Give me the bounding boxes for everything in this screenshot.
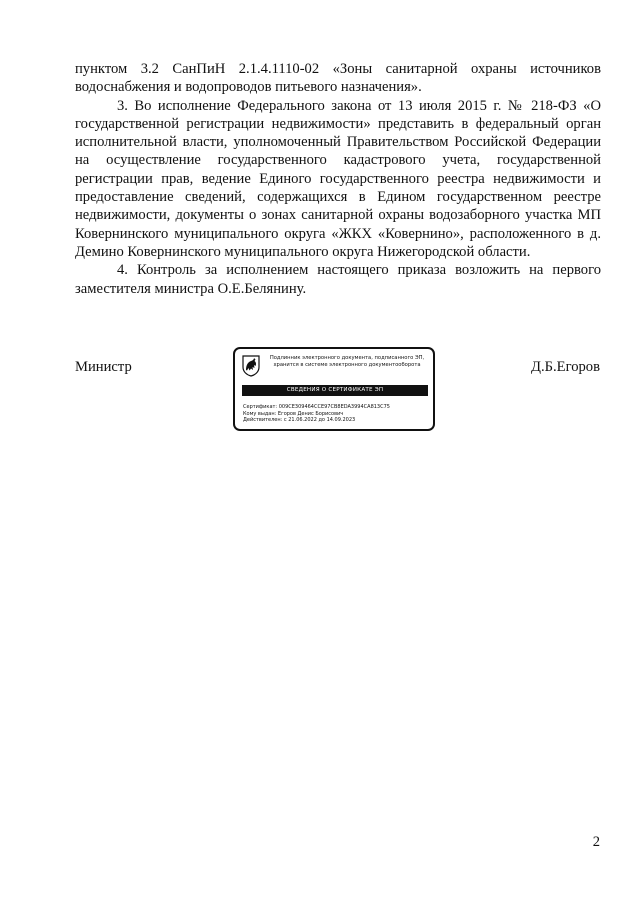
certificate-row	[243, 404, 431, 411]
document-body	[75, 60, 601, 298]
certificate-label: Сертификат:	[243, 404, 278, 410]
stamp-notice-line: Подлинник электронного документа, подписанного ЭП,	[269, 355, 425, 361]
page-number: 2	[592, 834, 600, 850]
paragraph-item-4: 4. Контроль за исполнением настоящего приказа возложить на первого заместителя министра О.Е.Белянину.	[75, 262, 601, 297]
stamp-notice	[264, 355, 430, 368]
electronic-signature-stamp	[233, 347, 435, 431]
issued-to-label: Кому выдан:	[243, 410, 277, 417]
stamp-notice-line: хранится в системе электронного документооборота	[273, 361, 421, 368]
signatory-role: Министр	[75, 359, 132, 375]
coat-of-arms-icon	[242, 355, 260, 377]
certificate-value: 009CE309464CCE97CB8EDA3994CA813C75	[278, 404, 390, 410]
paragraph-continuation: пунктом 3.2 СанПиН 2.1.4.1110-02 «Зоны санитарной охраны источников водоснабжения и водопроводов питьевого назначения».	[75, 61, 601, 96]
validity-value: с 21.06.2022 до 14.09.2023	[283, 417, 356, 424]
certificate-details	[243, 404, 431, 424]
stamp-header: СВЕДЕНИЯ О СЕРТИФИКАТЕ ЭП	[242, 385, 428, 396]
signatory-name: Д.Б.Егоров	[531, 359, 600, 375]
validity-row	[243, 417, 431, 424]
issued-to-value: Егоров Денис Борисович	[277, 410, 344, 417]
validity-label: Действителен:	[243, 417, 283, 424]
paragraph-item-3: 3. Во исполнение Федерального закона от 13 июля 2015 г. № 218-ФЗ «О государственной регистрации недвижимости» представить в федеральный орган исполнительной власти, уполномоченный Правительством Российской Федерации на осуществление государственного кадастрового учета, государственной регистрации прав, ведение Единого государственного реестра недвижимости и предоставление сведений, содержащихся в Едином государственном реестре недвижимости, документы о зонах санитарной охраны водозаборного участка МП Ковернинского муниципального округа «ЖКХ «Ковернино», расположенного в д. Демино Ковернинского муниципального округа Нижегородской области.	[75, 97, 601, 260]
